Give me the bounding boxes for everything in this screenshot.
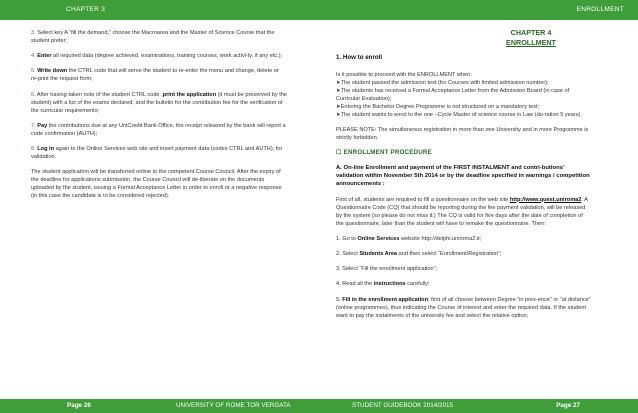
right-page <box>336 29 592 327</box>
chapter-subtitle: ENROLLMENT <box>506 37 556 47</box>
arrow-icon: ➤ <box>336 79 341 86</box>
step-item: 4. Read all the instructions carefully; <box>336 281 430 288</box>
footer-right <box>316 399 638 413</box>
paragraph: 8. Log in again to the Online Services web site and insert payment data (codes CTRL and AUTH), for validation. <box>31 145 283 160</box>
paragraph: 4. Enter all required data (degree achieved, examinations, training courses, work activi-ty, if any etc.); <box>31 53 283 60</box>
section-title: 1. How to enroll <box>336 53 383 61</box>
chapter-label: CHAPTER 3 <box>66 6 106 13</box>
procedure-subhead: A. On-line Enrollment and payment of the FIRST INSTALMENT and contri-butions’ validation within November 5th 2014 or by the deadline specified in warnings / competition announcements : <box>336 164 590 187</box>
condition-list <box>336 79 592 119</box>
left-page <box>31 29 287 207</box>
arrow-icon: ➤ <box>336 111 341 118</box>
chapter-header-left <box>0 0 322 20</box>
footer-left <box>0 399 322 413</box>
questionnaire-paragraph: First of all, students are required to fill a questionnaire on the web site http://www.quest.uniroma2. A Questionnaire Code (CQ) that should be reporting during the fee payment validation, will be released by the system (so please do not miss it.) The CQ is valid for five days after the date of completion of the questionnaire, later than the student will have to remake the questionnaire. Then: <box>336 196 588 227</box>
step-item: 1. Go to Online Services website http://delphi.uniroma2.it; <box>336 235 482 242</box>
chapter-title: CHAPTER 4 <box>510 28 552 37</box>
page-number: Page 27 <box>556 402 580 409</box>
step-item: 5. Fill in the enrollment application: first of all choose between Degree “in pres-ence” or “at distance” (online programmes), thus indicating the Course of interest and enter the required data. If the student want to pay the instalments of the university fee and select the relative option; <box>336 296 591 319</box>
arrow-icon: ➤ <box>336 87 341 94</box>
list-item: ➤The students has received a Formal Acceptance Letter from the Admission Board (in case of Curricular Evaluation); <box>336 87 570 102</box>
step-item: 3. Select “Fill the enrollment application”; <box>336 266 438 273</box>
paragraph: The student application will be transferred online to the competent Course Council. After the expiry of the deadline for applications submission, the Course Council will de-liberate on the documents uploaded by the student, issuing a Formal Acceptance Letter in order to enroll or a negative response (in this case the candidate is to be considered rejected). <box>31 169 282 200</box>
chapter-header-right <box>316 0 638 20</box>
paragraph: 7. Pay the contributions due at any UniCredit Bank Office, the receipt released by the bank will report a code confirmation (AUTH); <box>31 122 286 137</box>
footer-title: STUDENT GUIDEBOOK 2014/2015 <box>352 402 454 409</box>
list-item: ➤The student passed the admission test (for Courses with limited admission number); <box>336 79 549 86</box>
step-item: 2. Select Students Area and then select “Enrollment/Registration”; <box>336 250 502 257</box>
section-label: ENROLLMENT <box>576 6 624 13</box>
please-note: PLEASE NOTE: The simultaneous registration in more than one University and in more Programme is strictly forbidden. <box>336 126 589 141</box>
paragraph: 3. Select key A “fill the demand,” choose the Macroarea and the Master of Science Course that the student prefer; <box>31 30 275 44</box>
arrow-icon: ➤ <box>336 103 341 110</box>
list-item: ➤Entering the Bachelor Degree Programme is not structured on a mandatory test; <box>336 103 540 110</box>
paragraph: 5. Write down the CTRL code that will serve the student to re-enter the menu and change, delete or re-print the request form; <box>31 68 279 83</box>
questionnaire-link[interactable]: http://www.quest.uniroma2 <box>509 196 582 203</box>
page-number: Page 26 <box>67 402 91 409</box>
footer-publisher: UNIVERSITY OF ROME TOR VERGATA <box>176 402 291 409</box>
procedure-title: ☐ ENROLLMENT PROCEDURE <box>336 148 432 156</box>
list-item: ➤The student wants to enrol to the one –Cycle Master of science course in Law (du-ration 5 years). <box>336 111 582 118</box>
intro-text: Is it possible to proceed with the ENROLLMENT when: <box>336 71 472 78</box>
paragraph: 6. After having taken note of the student CTRL code ,print the application (it must be preserved by the student) with a list of the exams declared, and the bulletin for the contribution fee for the verification of the curricular requirements; <box>31 91 287 114</box>
